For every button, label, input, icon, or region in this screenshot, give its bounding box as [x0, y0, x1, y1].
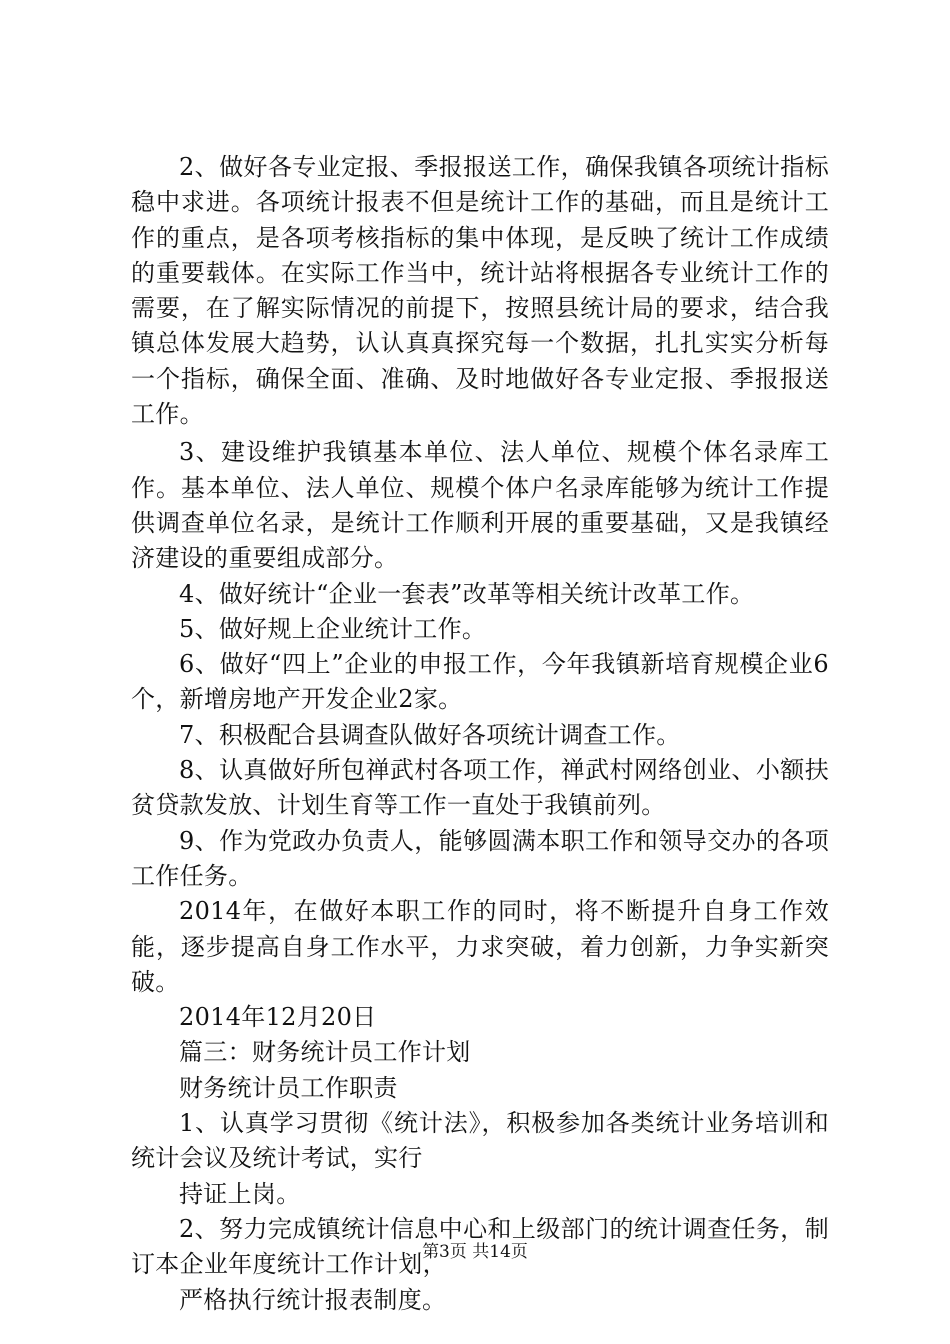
paragraph-item-4: 4、做好统计“企业一套表”改革等相关统计改革工作。 [179, 579, 755, 608]
paragraph-item-8: 8、认真做好所包禅武村各项工作，禅武村网络创业、小额扶贫贷款发放、计划生育等工作一直处于我镇前列。 [131, 756, 829, 820]
paragraph-item-7: 7、积极配合县调查队做好各项统计调查工作。 [179, 720, 681, 749]
section-heading: 篇三：财务统计员工作计划 [179, 1038, 471, 1067]
paragraph-item-6: 6、做好“四上”企业的申报工作，今年我镇新培育规模企业6个，新增房地产开发企业2家。 [131, 650, 829, 714]
paragraph-summary: 2014年，在做好本职工作的同时，将不断提升自身工作效能，逐步提高自身工作水平，力求突破，着力创新，力争实新突破。 [131, 897, 829, 996]
duty-item-2-continuation: 严格执行统计报表制度。 [179, 1285, 447, 1314]
duty-item-2: 2、努力完成镇统计信息中心和上级部门的统计调查任务，制订本企业年度统计工作计划， [131, 1214, 829, 1279]
paragraph-item-5: 5、做好规上企业统计工作。 [179, 614, 487, 643]
section-subheading: 财务统计员工作职责 [179, 1073, 398, 1102]
page-number-footer: 第3页 共14页 [422, 1242, 528, 1262]
date-line: 2014年12月20日 [179, 1003, 377, 1032]
paragraph-item-2: 2、做好各专业定报、季报报送工作，确保我镇各项统计指标稳中求进。各项统计报表不但是统计工作的基础，而且是统计工作的重点，是各项考核指标的集中体现，是反映了统计工作成绩的重要载体。在实际工作当中，统计站将根据各专业统计工作的需要，在了解实际情况的前提下，按照县统计局的要求，结合我镇总体发展大趋势，认认真真探究每一个数据，扎扎实实分析每一个指标，确保全面、准确、及时地做好各专业定报、季报报送工作。 [131, 153, 829, 429]
duty-item-1-continuation: 持证上岗。 [179, 1179, 301, 1208]
duty-item-1: 1、认真学习贯彻《统计法》，积极参加各类统计业务培训和统计会议及统计考试，实行 [131, 1109, 829, 1173]
paragraph-item-3: 3、建设维护我镇基本单位、法人单位、规模个体名录库工作。基本单位、法人单位、规模个体户名录库能够为统计工作提供调查单位名录，是统计工作顺利开展的重要基础，又是我镇经济建设的重要组成部分。 [131, 438, 829, 573]
document-body [131, 150, 829, 1318]
paragraph-item-9: 9、作为党政办负责人，能够圆满本职工作和领导交办的各项工作任务。 [131, 826, 829, 890]
